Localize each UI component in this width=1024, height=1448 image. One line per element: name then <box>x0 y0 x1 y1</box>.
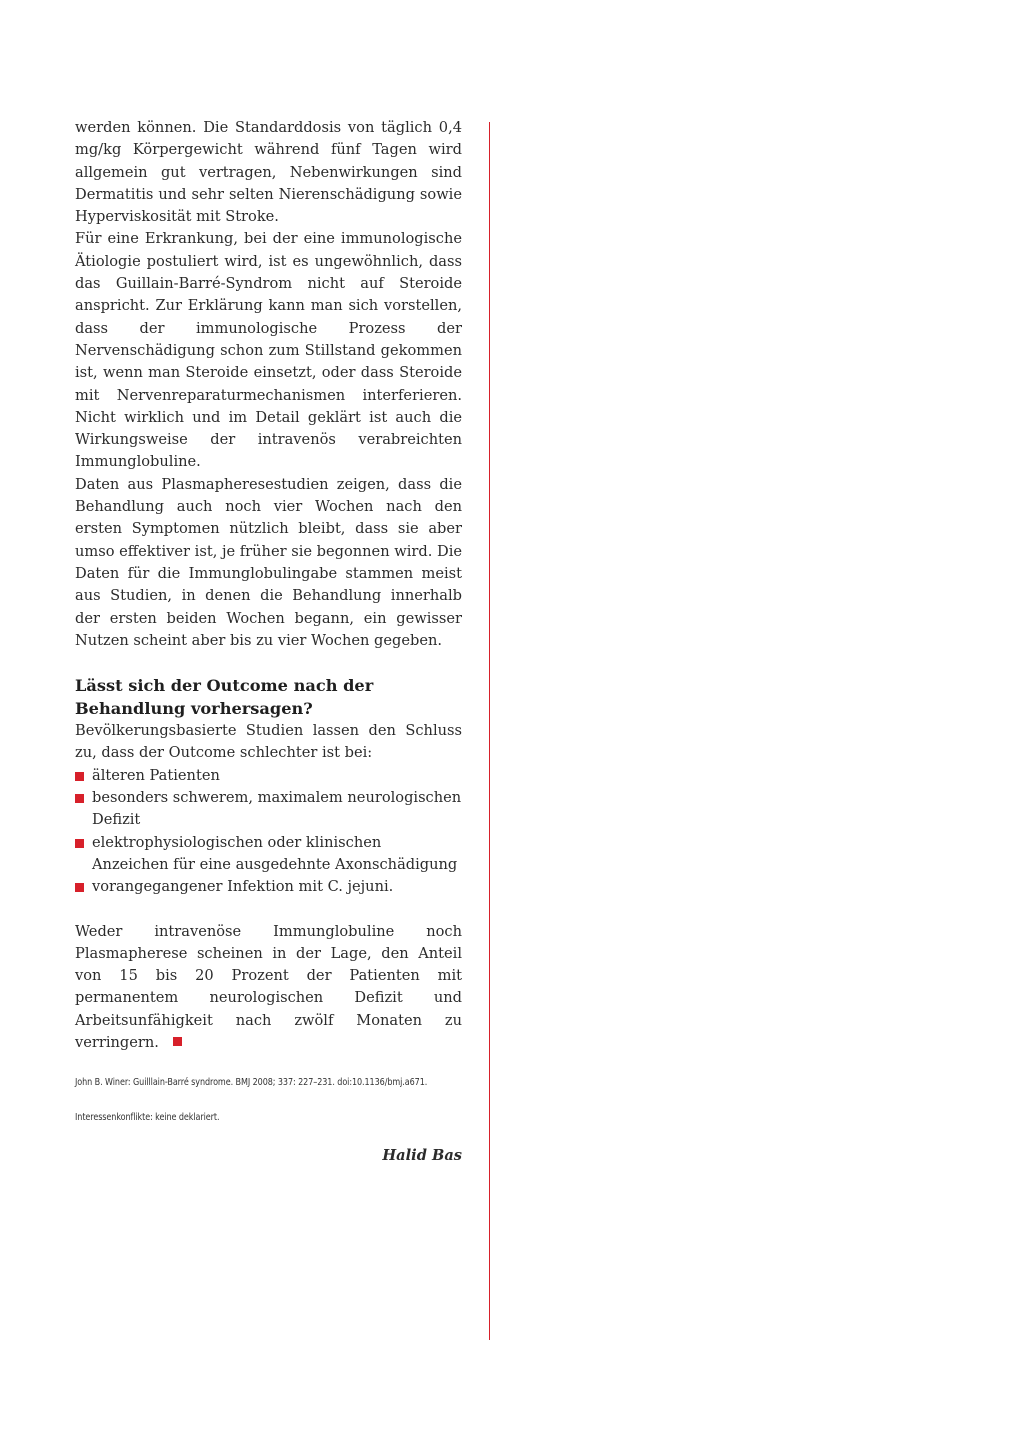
list-item <box>75 787 462 832</box>
end-mark-icon <box>173 1037 182 1046</box>
body-paragraph-1: werden können. Die Standarddosis von täglich 0,4 mg/kg Körpergewicht während fünf Tagen wird allgemein gut vertragen, Nebenwirkungen sind Dermatitis und sehr selten Nierenschädigung sowie Hyperviskosität mit Stroke. <box>75 119 462 226</box>
section-intro: Bevölkerungsbasierte Studien lassen den Schluss zu, dass der Outcome schlechter ist bei: <box>75 722 462 762</box>
list-item <box>75 765 462 787</box>
list-item-text: besonders schwerem, maximalem neurologischen Defizit <box>92 789 462 829</box>
list-item <box>75 876 462 898</box>
list-item-text: älteren Patienten <box>92 766 220 784</box>
section-heading: Lässt sich der Outcome nach der Behandlung vorhersagen? <box>75 676 374 718</box>
column-divider-rule <box>489 122 490 1340</box>
closing-paragraph-text: Weder intravenöse Immunglobuline noch Plasmapherese scheinen in der Lage, den Anteil von 15 bis 20 Prozent der Patienten mit permanentem neurologischen Defizit und Arbeitsunfähigkeit nach zwölf Monaten zu verringern. <box>75 922 462 1051</box>
reference-citation: John B. Winer: Guilllain-Barré syndrome. BMJ 2008; 337: 227–231. doi:10.1136/bmj.a671. <box>75 1077 428 1089</box>
list-item-text: elektrophysiologischen oder klinischen Anzeichen für eine ausgedehnte Axonschädigung <box>92 833 458 873</box>
closing-paragraph <box>75 921 462 1055</box>
red-square-icon <box>75 883 84 892</box>
conflict-of-interest-note: Interessenkonflikte: keine deklariert. <box>75 1112 220 1124</box>
red-square-icon <box>75 794 84 803</box>
list-item <box>75 832 462 877</box>
outcome-factor-list <box>75 765 462 899</box>
red-square-icon <box>75 839 84 848</box>
author-name: Halid Bas <box>382 1147 462 1165</box>
body-paragraph-3: Daten aus Plasmapheresestudien zeigen, dass die Behandlung auch noch vier Wochen nach den ersten Symptomen nützlich bleibt, dass sie aber umso effektiver ist, je früher sie begonnen wird. Die Daten für die Immunglobulingabe stammen meist aus Studien, in denen die Behandlung innerhalb der ersten beiden Wochen begann, ein gewisser Nutzen scheint aber bis zu vier Wochen gegeben. <box>75 475 462 649</box>
list-item-text: vorangegangener Infektion mit C. jejuni. <box>92 878 394 896</box>
red-square-icon <box>75 772 84 781</box>
body-paragraph-2: Für eine Erkrankung, bei der eine immunologische Ätiologie postuliert wird, ist es ungewöhnlich, dass das Guillain-Barré-Syndrom nicht auf Steroide anspricht. Zur Erklärung kann man sich vorstellen, dass der immunologische Prozess der Nervenschädigung schon zum Stillstand gekommen ist, wenn man Steroide einsetzt, oder dass Steroide mit Nervenreparaturmechanismen interferieren. Nicht wirklich und im Detail geklärt ist auch die Wirkungsweise der intravenös verabreichten Immunglobuline. <box>75 230 462 471</box>
article-column <box>75 117 462 1168</box>
